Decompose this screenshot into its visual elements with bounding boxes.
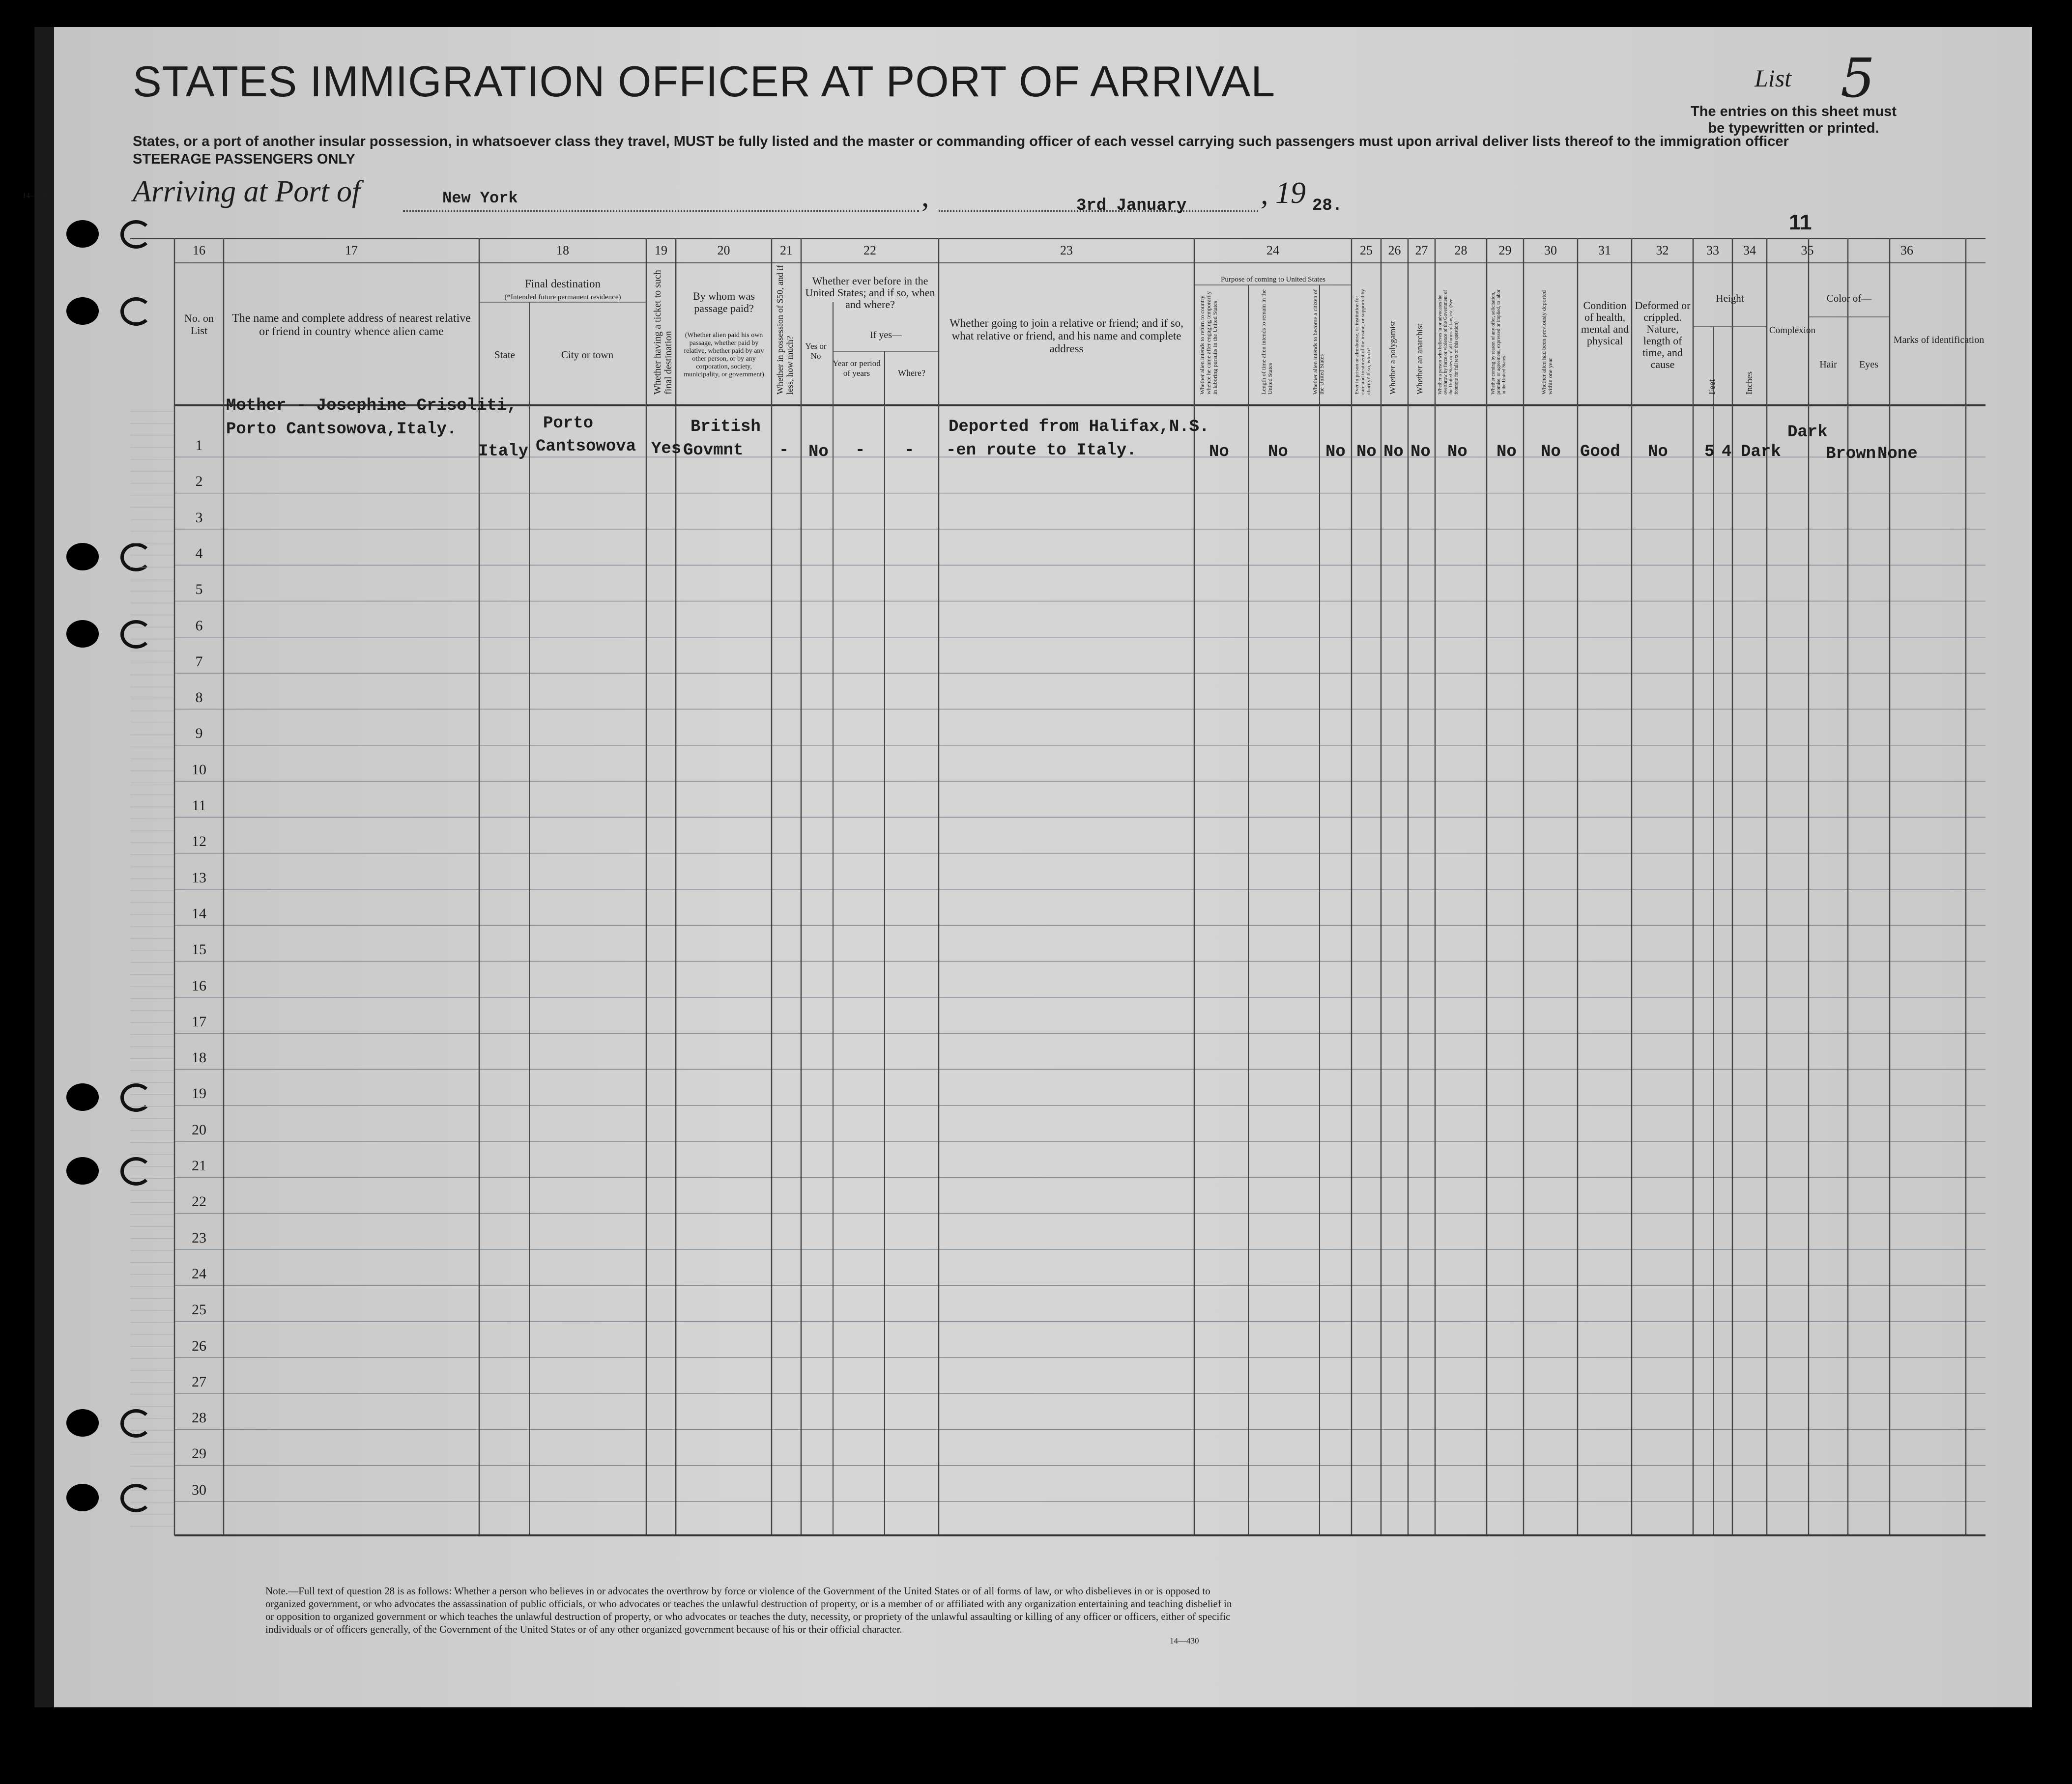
header-no-on-list: No. on List [184,312,214,337]
sheet-binding-edge [34,27,54,1707]
entry-ticket: Yes [651,440,682,458]
row-number: 28 [192,1410,206,1426]
entry-anarchist: No [1410,443,1431,461]
col-number: 18 [556,243,569,257]
header-yes-or-no: Yes or No [805,341,827,361]
entry-join-line-2: -en route to Italy. [946,441,1137,460]
col-number: 32 [1656,243,1669,257]
header-complexion: Complexion [1769,325,1815,336]
entry-deformed: No [1648,443,1668,461]
binder-hole [66,620,99,648]
col-number: 35 [1801,243,1814,257]
header-deported: Whether alien had been previously deported within one year [1540,290,1554,395]
row-number: 17 [192,1013,206,1030]
header-prison: Ever in prison or almshouse, or institution for care and treatment of the insane, or supported by charity? If so, which? [1354,289,1372,395]
comma-separator: , [1261,177,1268,211]
entry-deported: No [1541,443,1561,461]
entry-eyes: Brown [1826,445,1876,463]
binder-hole [66,543,99,570]
entry-purpose-b: No [1268,443,1288,461]
entry-polygamist: No [1383,443,1404,461]
row-number: 2 [195,473,203,490]
row-number: 16 [192,977,206,994]
entry-ever-before: No [808,443,829,461]
arriving-label: Arriving at Port of [133,175,361,208]
header-eyes: Eyes [1859,359,1878,370]
entry-hair: Dark [1787,423,1828,442]
binder-hole [66,1157,99,1185]
header-anarchist: Whether an anarchist [1415,323,1424,395]
col-number: 24 [1266,243,1279,257]
row-number: 23 [192,1229,206,1246]
header-nearest-relative: The name and complete address of nearest relative or friend in country whence alien came [232,312,471,338]
col-number: 21 [780,243,793,257]
col-number: 20 [717,243,730,257]
row-number: 24 [192,1265,206,1282]
entry-paid-by-line-1: British [691,418,761,436]
entry-purpose-a: No [1209,443,1229,461]
year-prefix: 19 [1275,176,1306,210]
typewritten-note-line-2: be typewritten or printed. [1708,120,1879,136]
sheet-number: 11 [1789,210,1812,234]
header-year-or-period: Year or period of years [833,359,881,378]
header-ticket: Whether having a ticket to such final destination [652,270,674,395]
row-number: 19 [192,1085,206,1102]
header-feet: Feet [1707,379,1717,395]
header-state: State [494,349,515,361]
header-condition-health: Condition of health, mental and physical [1581,299,1629,347]
form-instructions [133,133,1789,168]
header-purpose-c: Whether alien intends to become a citizen of the United States [1312,289,1325,395]
row-number: 21 [192,1158,206,1174]
entry-state: Italy [478,442,529,461]
col-number: 22 [863,243,876,257]
entry-contract: No [1496,443,1517,461]
col-number: 28 [1454,243,1468,257]
row-number: 26 [192,1337,206,1354]
col-number: 16 [193,243,205,257]
col-number: 33 [1706,243,1719,257]
col-number: 26 [1388,243,1401,257]
entry-health: Good [1580,443,1620,461]
row-number: 3 [195,509,203,526]
entry-complexion: Dark [1741,443,1781,461]
row-number: 7 [195,653,203,670]
header-final-destination-note: (*Intended future permanent residence) [504,293,621,301]
col-number: 36 [1900,243,1913,257]
entry-year: - [855,441,865,460]
row-number: 9 [195,725,203,742]
binder-hole [66,1409,99,1437]
row-number: 1 [195,437,203,453]
entry-marks: None [1877,445,1918,463]
header-polygamist: Whether a polygamist [1388,320,1397,395]
row-number: 20 [192,1121,206,1138]
header-where: Where? [898,368,925,378]
entry-join-line-1: Deported from Halifax,N.S. [949,418,1209,436]
binder-hole [66,220,99,248]
binder-hole [66,1484,99,1511]
row-number: 12 [192,833,206,850]
header-overthrow: Whether a person who believes in or advocates the overthrow by force or violence of the Government of the United States or of all forms of law, etc. (See footnote for full text of this question) [1438,290,1459,395]
entry-relative-line-1: Mother - Josephine Crisoliti, [226,396,517,415]
col-number: 17 [345,243,358,257]
header-purpose-a: Whether alien intends to return to country whence he came after engaging temporarily in laboring pursuits in the United States [1199,291,1218,395]
header-hair: Hair [1819,359,1837,370]
header-if-yes: If yes— [870,330,902,340]
row-number: 10 [192,761,206,778]
row-number: 27 [192,1373,206,1390]
header-by-whom: By whom was passage paid? [693,290,755,314]
col-number: 23 [1060,243,1073,257]
binder-hole [66,297,99,325]
list-number: 5 [1841,47,1875,110]
entry-city-line-2: Cantsowova [536,437,636,456]
row-number: 30 [192,1481,206,1498]
row-number: 8 [195,689,203,706]
entry-possession: - [779,441,789,460]
port-of-arrival: New York [442,189,518,207]
entry-city-line-1: Porto [543,414,594,433]
header-color-of: Color of— [1826,292,1872,304]
arrival-date: 3rd January [1076,197,1187,215]
header-deformed: Deformed or crippled. Nature, length of time, and cause [1635,299,1691,370]
footnote-form-number: 14—430 [1170,1636,1199,1645]
binder-hole [66,1083,99,1111]
col-number: 34 [1743,243,1756,257]
manifest-table [130,238,1986,1540]
header-final-destination: Final destination [525,278,601,290]
col-number: 27 [1415,243,1428,257]
entry-purpose-c: No [1325,443,1346,461]
col-number: 19 [655,243,667,257]
row-number: 11 [192,797,206,814]
typewritten-note-line-1: The entries on this sheet must [1691,104,1897,119]
row-number: 22 [192,1193,206,1210]
row-number: 6 [195,617,203,634]
port-underline [403,210,919,212]
col-number: 31 [1598,243,1611,257]
col-number: 25 [1360,243,1373,257]
year-suffix: 28. [1312,197,1343,215]
form-title: STATES IMMIGRATION OFFICER AT PORT OF ARRIVAL [133,57,1276,106]
row-number: 4 [195,545,203,562]
col-number: 30 [1544,243,1557,257]
instructions-line-2: STEERAGE PASSENGERS ONLY [133,151,355,167]
row-number: 5 [195,581,203,598]
entry-overthrow: No [1447,443,1468,461]
row-number: 25 [192,1302,206,1318]
entry-inches: 4 [1722,443,1732,461]
entry-where: - [904,441,915,460]
entry-feet: 5 [1704,443,1715,461]
typewritten-note [1691,103,1897,137]
header-join-relative: Whether going to join a relative or friend; and if so, what relative or friend, and his name and complete address [950,317,1183,355]
header-marks: Marks of identification [1893,335,1985,345]
header-contract: Whether coming by reason of any offer, solicitation, promise, or agreement, expressed or implied, to labor in the United States [1491,289,1507,395]
header-possession: Whether in possession of $50, and if less, how much? [775,265,795,395]
entry-paid-by-line-2: Govmnt [683,441,744,460]
header-height: Height [1716,292,1744,304]
row-number: 14 [192,905,206,922]
instructions-line-1: States, or a port of another insular possession, in whatsoever class they travel, MUST be fully listed and the master or commanding officer of each vessel carrying such passengers must upon arrival deliver lists thereof to the immigration officer [133,134,1789,149]
row-number: 13 [192,869,206,886]
header-inches: Inches [1744,371,1754,395]
row-number: 15 [192,941,206,958]
list-label: List [1755,64,1792,92]
entry-prison: No [1356,443,1377,461]
footnote: Note.—Full text of question 28 is as follows: Whether a person who believes in or advocates the overthrow by force or violence of the Government of the United States or of all forms of law, or who disbelieves in or is opposed to organized government, or who advocates the assassination of public officials, or who advocates or teaches the unlawful destruction of property, or is a member of or affiliated with any organization entertaining and teaching disbelief in or opposition to organized government or which teaches the unlawful destruction of property, or who advocates or teaches the duty, necessity, or propriety of the unlawful assaulting or killing of any officer or officers, either of specific individuals or of officers generally, of the Government of the United States or of any other organized government because of his or their official character. [265,1585,1232,1635]
header-city-or-town: City or town [561,349,614,361]
entry-relative-line-2: Porto Cantsowova,Italy. [226,420,457,439]
col-number: 29 [1498,243,1512,257]
row-number: 18 [192,1049,206,1066]
header-by-whom-note: (Whether alien paid his own passage, whether paid by relative, whether paid by any other person, or by any corporation, society, municipality, or government) [684,332,764,378]
comma-separator: , [921,180,929,213]
header-purpose: Purpose of coming to United States [1221,276,1325,283]
header-purpose-b: Length of time alien intends to remain in the United States [1260,289,1273,395]
header-ever-before: Whether ever before in the United States; and if so, when and where? [805,275,935,311]
row-number: 29 [192,1445,206,1462]
form-reference-small: 14—430 [22,192,50,200]
